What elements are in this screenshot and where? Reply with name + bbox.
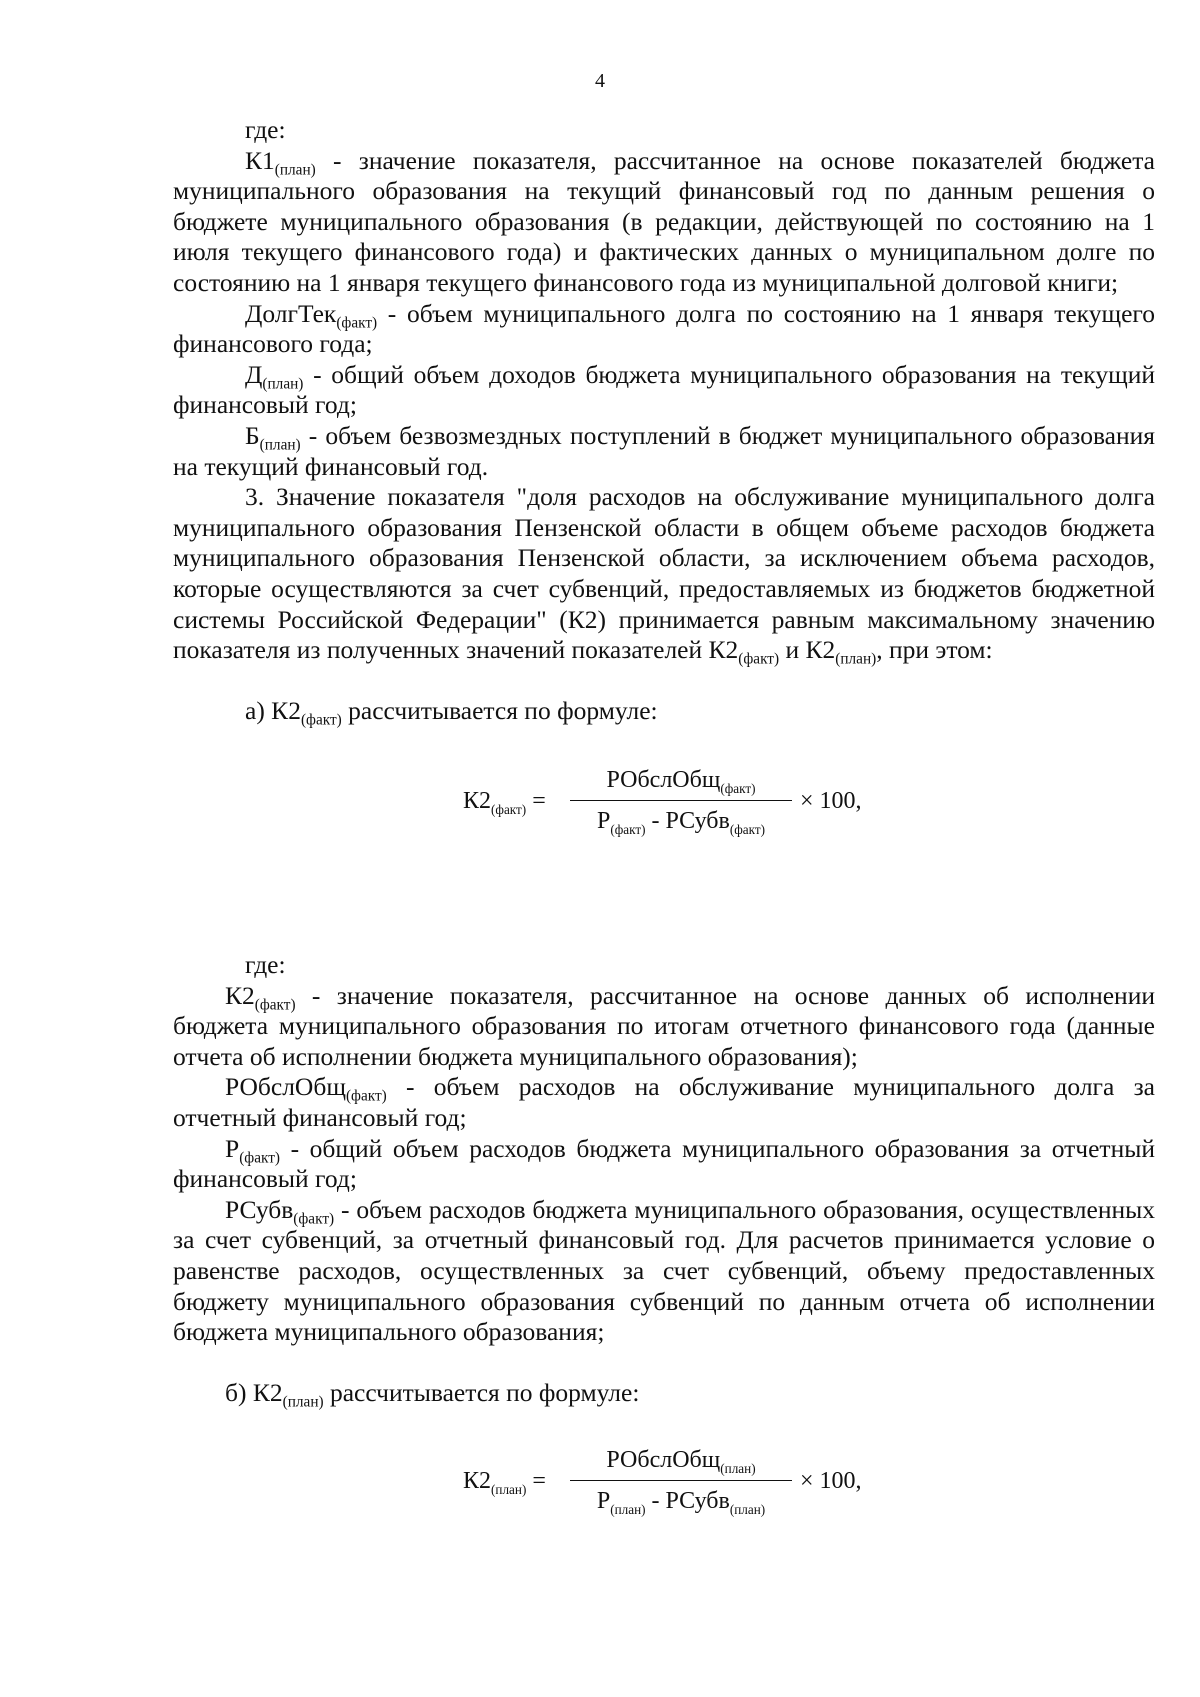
where-label: где: bbox=[245, 115, 286, 144]
definition-r-fact: $Р_{(факт)}$ - общий объем расходов бюджета муниципального образования за отчетный финансовый год; bbox=[173, 1133, 1155, 1194]
formula-b-denominator: $Р_{(план)}$ - РСубв$_{(план)}$ bbox=[596, 1488, 766, 1517]
definitions-block-2 bbox=[173, 950, 1155, 1411]
formula-a-lhs: $К2_{(факт)}$ = bbox=[463, 788, 546, 817]
formula-a-denominator: $Р_{(факт)}$ - РСубв$_{(факт)}$ bbox=[596, 808, 765, 837]
where-label-2: где: bbox=[245, 950, 286, 979]
formula-a-multiplier: × 100, bbox=[800, 788, 862, 814]
definition-rsubv-fact: РСубв$_{(факт)}$ - объем расходов бюджета муниципального образования, осуществленных за счет субвенций, за отчетный финансовый год. Для расчетов принимается условие о равенстве расходов, осуществленных за счет субвенций, объему предоставленных бюджету муниципального образования субвенций по данным отчета об исполнении бюджета муниципального образования; bbox=[173, 1194, 1155, 1347]
formula-a-numerator: РОбслОбщ$_{(факт)}$ bbox=[606, 767, 756, 796]
definition-d-plan: $Д_{(план)}$ - общий объем доходов бюджета муниципального образования на текущий финансовый год; bbox=[173, 359, 1155, 420]
formula-b-fraction bbox=[570, 1440, 792, 1521]
definition-b-plan: $Б_{(план)}$ - объем безвозмездных поступлений в бюджет муниципального образования на текущий финансовый год. bbox=[173, 420, 1155, 481]
paragraph-3: 3. Значение показателя "доля расходов на обслуживание муниципального долга муниципального образования Пензенской области в общем объеме расходов бюджета муниципального образования Пензенской области, за исключением объема расходов, которые осуществляются за счет субвенций, предоставляемых из бюджетов бюджетной системы Российской Федерации" (К2) принимается равным максимальному значению показателя из полученных значений показателей $К2_{(факт)}$ и $К2_{(план)}$, при этом: bbox=[173, 482, 1155, 668]
definition-k1-plan: $К1_{(план)}$ - значение показателя, рассчитанное на основе показателей бюджета муниципального образования на текущий финансовый год по данным решения о бюджете муниципального образования (в редакции, действующей по состоянию на 1 июля текущего финансового года) и фактических данных о муниципальном долге по состоянию на 1 января текущего финансового года из муниципальной долговой книги; bbox=[173, 145, 1155, 297]
formula-b-lhs: $К2_{(план)}$ = bbox=[463, 1468, 546, 1497]
formula-a-intro: а) $К2_{(факт)}$ рассчитывается по формуле: bbox=[245, 695, 658, 729]
formula-a bbox=[0, 760, 1200, 850]
definitions-block-1 bbox=[173, 115, 1155, 729]
formula-b-multiplier: × 100, bbox=[800, 1468, 862, 1494]
formula-b-intro: б) $К2_{(план)}$ рассчитывается по формуле: bbox=[225, 1377, 640, 1411]
definition-robsl-fact: РОбслОбщ$_{(факт)}$ - объем расходов на обслуживание муниципального долга за отчетный финансовый год; bbox=[173, 1072, 1155, 1132]
page-number: 4 bbox=[595, 70, 605, 92]
definition-k2-fact: $К2_{(факт)}$ - значение показателя, рассчитанное на основе данных об исполнении бюджета муниципального образования по итогам отчетного финансового года (данные отчета об исполнении бюджета муниципального образования); bbox=[173, 980, 1155, 1071]
formula-b-numerator: РОбслОбщ$_{(план)}$ bbox=[606, 1447, 756, 1476]
formula-a-fraction bbox=[570, 760, 792, 841]
definition-dolgtek: ДолгТек$_{(факт)}$ - объем муниципального долга по состоянию на 1 января текущего финансового года; bbox=[173, 298, 1155, 359]
formula-b bbox=[0, 1440, 1200, 1530]
